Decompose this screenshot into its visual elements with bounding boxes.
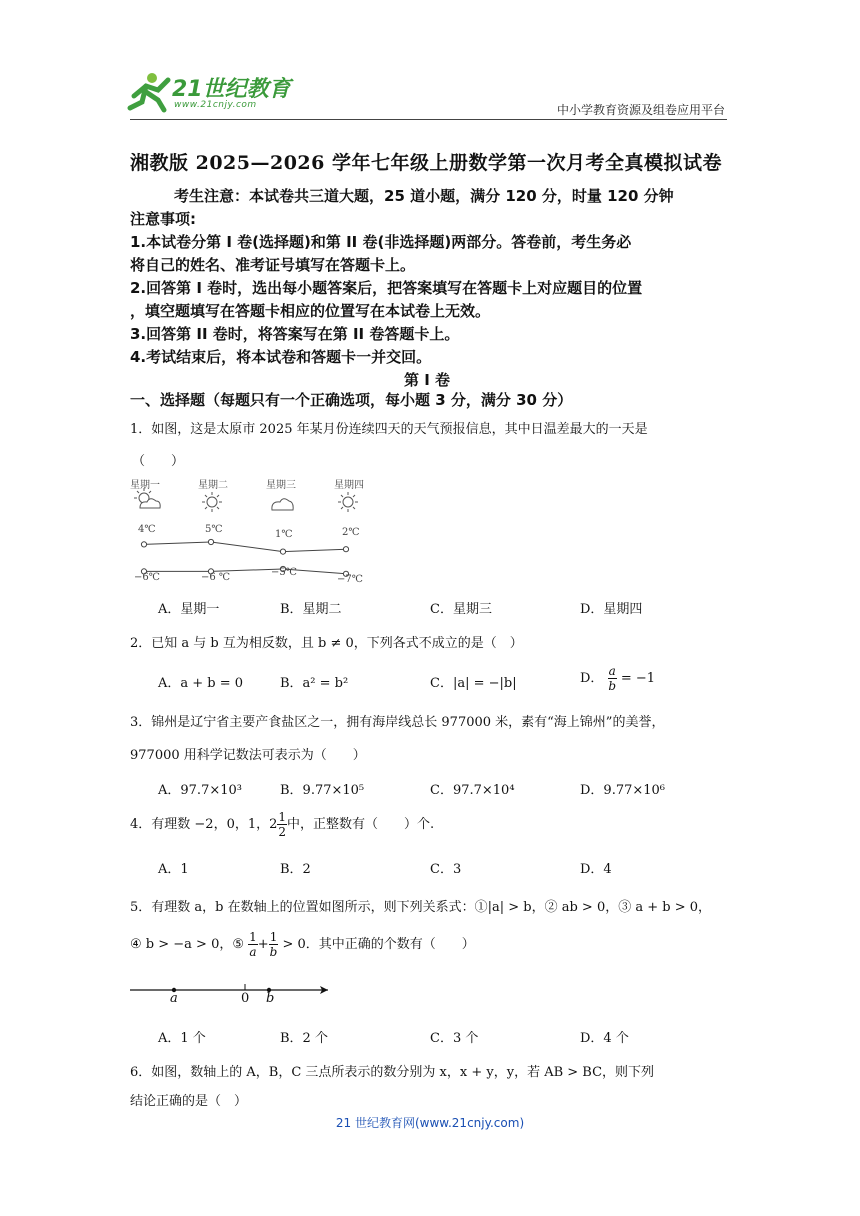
q1-option-b: B．星期二	[280, 602, 342, 617]
option-label: D．	[580, 671, 604, 686]
fraction: $\frac{1}{b}$	[269, 930, 278, 959]
low-temp-label: −7℃	[337, 574, 363, 585]
q4-option-c: C．3	[430, 862, 462, 877]
notice-intro: 考生注意：本试卷共三道大题，25 道小题，满分 120 分，时量 120 分钟	[174, 187, 674, 205]
q1-text: 1．如图，这是太原市 2025 年某月份连续四天的天气预报信息，其中日温差最大的一天是	[130, 422, 648, 437]
number-line	[128, 980, 338, 1008]
volume-label: 第 I 卷	[404, 371, 451, 389]
high-temp-label: 1℃	[275, 529, 293, 540]
day-label: 星期三	[266, 480, 296, 491]
axis-label-a: a	[170, 991, 178, 1006]
q3-option-a: A．97.7×10³	[158, 783, 242, 798]
q3-text-b: 977000 用科学记数法可表示为（ ）	[130, 748, 366, 763]
platform-name: 中小学教育资源及组卷应用平台	[556, 103, 725, 117]
q5-option-d: D．4 个	[580, 1031, 629, 1046]
q2-option-c: C．|a| = −|b|	[430, 676, 517, 691]
weather-chart	[128, 474, 378, 589]
q4-option-d: D．4	[580, 862, 612, 877]
day-label: 星期二	[198, 480, 228, 491]
q1-option-a: A．星期一	[158, 602, 220, 617]
q4-option-a: A．1	[158, 862, 189, 877]
high-temp-point	[208, 539, 213, 544]
high-temp-point	[280, 549, 285, 554]
notice-item-1a: 1.本试卷分第 I 卷(选择题)和第 II 卷(非选择题)两部分。答卷前，考生务必	[130, 233, 632, 251]
notice-heading: 注意事项:	[130, 210, 196, 228]
q3-option-b: B．9.77×10⁵	[280, 783, 365, 798]
q2-option-a: A．a + b = 0	[158, 676, 244, 691]
low-temp-label: −5℃	[271, 567, 297, 578]
fraction: $\frac{a}{b}$	[608, 664, 616, 693]
option-tail: = −1	[620, 671, 656, 686]
q5-text-b: ④ b > −a > 0，⑤ $\frac{1}{a}$ + $\frac{1}{b}$ > 0．其中正确的个数有（ ）	[130, 930, 475, 959]
q5-option-a: A．1 个	[158, 1031, 206, 1046]
sun-icon	[202, 492, 222, 512]
q4-text: 4．有理数 −2，0，1，2 $\frac{1}{2}$ 中，正整数有（ ）个.	[130, 810, 435, 839]
page-title: 湘教版 2025—2026 学年七年级上册数学第一次月考全真模拟试卷	[130, 152, 722, 174]
section-heading: 一、选择题（每题只有一个正确选项，每小题 3 分，满分 30 分）	[130, 391, 573, 409]
site-logo	[124, 66, 294, 118]
high-temp-label: 2℃	[342, 527, 360, 538]
q2-option-b: B．a² = b²	[280, 676, 349, 691]
logo-url: www.21cnjy.com	[174, 100, 257, 110]
q3-option-d: D．9.77×10⁶	[580, 783, 666, 798]
q3-option-c: C．97.7×10⁴	[430, 783, 515, 798]
axis-label-zero: 0	[241, 991, 250, 1006]
q5-option-c: C．3 个	[430, 1031, 479, 1046]
page-footer: 21 世纪教育网(www.21cnjy.com)	[335, 1116, 525, 1130]
notice-item-3: 3.回答第 II 卷时，将答案写在第 II 卷答题卡上。	[130, 325, 460, 343]
q2-option-d	[580, 664, 655, 693]
notice-item-4: 4.考试结束后，将本试卷和答题卡一并交回。	[130, 348, 432, 366]
q5-option-b: B．2 个	[280, 1031, 328, 1046]
q1-blank: （ ）	[132, 454, 185, 469]
low-temp-label: −6 ℃	[201, 572, 231, 583]
q2-text: 2．已知 a 与 b 互为相反数，且 b ≠ 0，下列各式不成立的是（ ）	[130, 636, 523, 651]
notice-item-1b: 将自己的姓名、准考证号填写在答题卡上。	[130, 256, 416, 274]
axis-label-b: b	[266, 991, 275, 1006]
high-temp-label: 5℃	[205, 524, 223, 535]
sun-icon	[338, 492, 358, 512]
fraction: $\frac{1}{2}$	[278, 810, 287, 839]
day-label: 星期一	[130, 480, 160, 491]
cloud-icon	[272, 499, 293, 510]
q1-option-d: D．星期四	[580, 602, 643, 617]
high-temp-point	[343, 547, 348, 552]
q4-option-b: B．2	[280, 862, 311, 877]
q3-text-a: 3．锦州是辽宁省主要产食盐区之一，拥有海岸线总长 977000 米，素有“海上锦州”的美誉，	[130, 715, 665, 730]
fraction: $\frac{1}{a}$	[249, 930, 257, 959]
header-divider	[130, 119, 727, 120]
partly-cloudy-icon	[134, 488, 160, 508]
notice-item-2b: ，填空题填写在答题卡相应的位置写在本试卷上无效。	[130, 302, 491, 320]
q6-text-a: 6．如图，数轴上的 A，B，C 三点所表示的数分别为 x，x + y，y，若 AB > BC，则下列	[130, 1065, 655, 1080]
runner-icon	[130, 73, 168, 110]
high-temp-label: 4℃	[138, 524, 156, 535]
q5-text-a: 5．有理数 a，b 在数轴上的位置如图所示，则下列关系式：①|a| > b，② ab > 0，③ a + b > 0，	[130, 900, 712, 915]
low-temp-label: −6℃	[134, 572, 160, 583]
day-label: 星期四	[334, 480, 364, 491]
logo-text: 21世纪教育	[172, 77, 291, 102]
high-temp-point	[141, 542, 146, 547]
q1-option-c: C．星期三	[430, 602, 492, 617]
notice-item-2a: 2.回答第 I 卷时，选出每小题答案后，把答案填写在答题卡上对应题目的位置	[130, 279, 643, 297]
q6-text-b: 结论正确的是（ ）	[130, 1094, 248, 1109]
